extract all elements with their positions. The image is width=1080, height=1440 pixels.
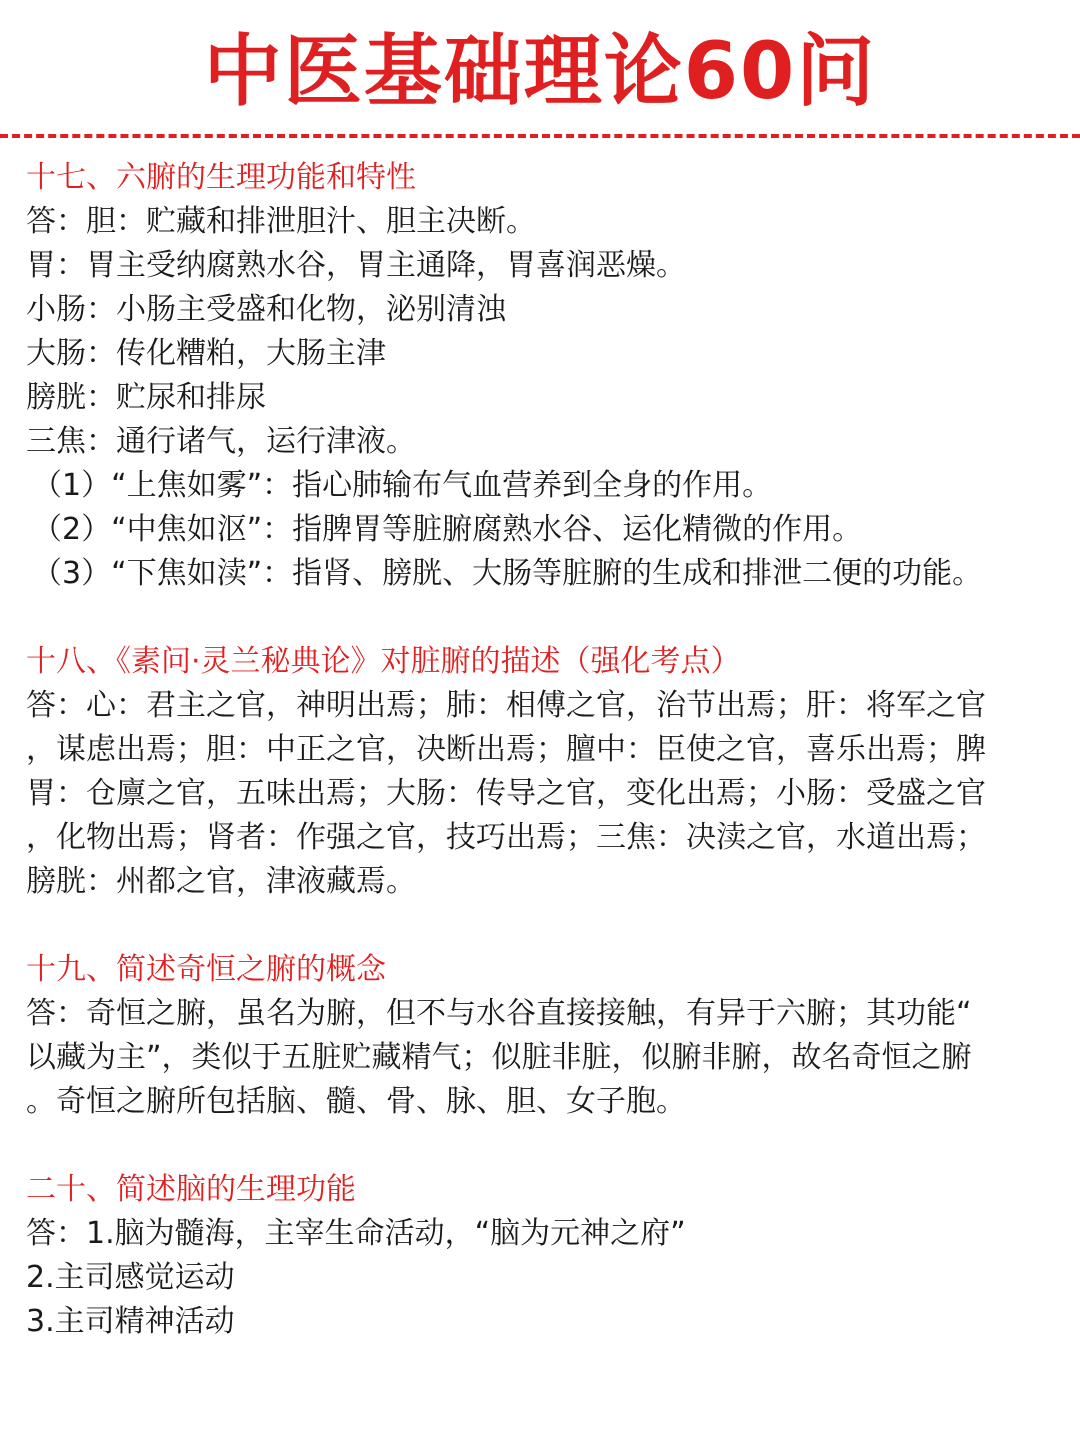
text-line: 答：心：君主之官，神明出焉；肺：相傅之官，治节出焉；肝：将军之官 bbox=[26, 688, 986, 723]
section-18 bbox=[26, 640, 1066, 904]
text-line: （3）“下焦如渎”：指肾、膀胱、大肠等脏腑的生成和排泄二便的功能。 bbox=[32, 556, 983, 591]
text-line: 大肠：传化糟粕，大肠主津 bbox=[26, 336, 386, 371]
text-line: 。奇恒之腑所包括脑、髓、骨、脉、胆、女子胞。 bbox=[26, 1084, 686, 1119]
section-heading: 十九、简述奇恒之腑的概念 bbox=[26, 952, 386, 987]
section-heading: 十八、《素问·灵兰秘典论》对脏腑的描述（强化考点） bbox=[26, 644, 741, 679]
text-line: 小肠：小肠主受盛和化物，泌别清浊 bbox=[26, 292, 506, 327]
section-20 bbox=[26, 1168, 1066, 1344]
text-line: 胃：胃主受纳腐熟水谷，胃主通降，胃喜润恶燥。 bbox=[26, 248, 686, 283]
section-19 bbox=[26, 948, 1066, 1124]
text-line: 答：胆：贮藏和排泄胆汁、胆主决断。 bbox=[26, 204, 536, 239]
section-heading: 二十、简述脑的生理功能 bbox=[26, 1172, 356, 1207]
section-17 bbox=[26, 156, 1066, 596]
text-line: （2）“中焦如沤”：指脾胃等脏腑腐熟水谷、运化精微的作用。 bbox=[32, 512, 863, 547]
text-line: 胃：仓廪之官，五味出焉；大肠：传导之官，变化出焉；小肠：受盛之官 bbox=[26, 776, 986, 811]
section-heading: 十七、六腑的生理功能和特性 bbox=[26, 160, 416, 195]
text-line: 三焦：通行诸气，运行津液。 bbox=[26, 424, 416, 459]
text-line: 以藏为主”，类似于五脏贮藏精气；似脏非脏，似腑非腑，故名奇恒之腑 bbox=[26, 1040, 972, 1075]
page-title: 中医基础理论60问 bbox=[203, 27, 877, 117]
document-body bbox=[26, 156, 1066, 1388]
title-divider bbox=[0, 134, 1080, 138]
text-line: ，化物出焉；肾者：作强之官，技巧出焉；三焦：决渎之官，水道出焉； bbox=[26, 820, 986, 855]
text-line: 2.主司感觉运动 bbox=[26, 1260, 235, 1295]
text-line: 答：1.脑为髓海，主宰生命活动，“脑为元神之府” bbox=[26, 1216, 686, 1251]
text-line: 3.主司精神活动 bbox=[26, 1304, 235, 1339]
text-line: 膀胱：州都之官，津液藏焉。 bbox=[26, 864, 416, 899]
text-line: 答：奇恒之腑，虽名为腑，但不与水谷直接接触，有异于六腑；其功能“ bbox=[26, 996, 972, 1031]
text-line: （1）“上焦如雾”：指心肺输布气血营养到全身的作用。 bbox=[32, 468, 773, 503]
text-line: ，谋虑出焉；胆：中正之官，决断出焉；膻中：臣使之官，喜乐出焉；脾 bbox=[26, 732, 986, 767]
text-line: 膀胱：贮尿和排尿 bbox=[26, 380, 266, 415]
